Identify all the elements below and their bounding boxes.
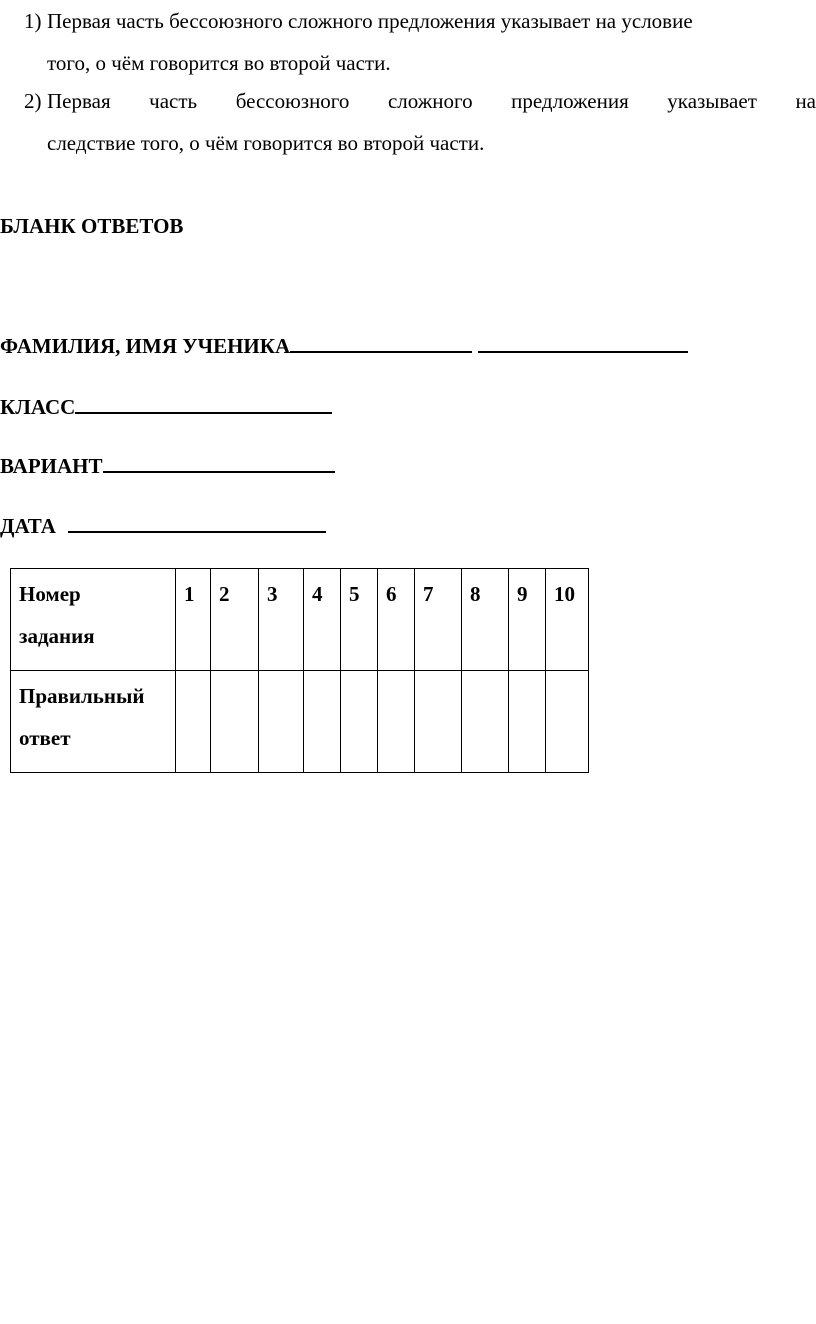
task-number-cell: 3 [259, 569, 304, 671]
task-number-header-line: Номер [19, 582, 81, 606]
answer-cell-2[interactable] [211, 671, 259, 773]
answer-cell-4[interactable] [304, 671, 341, 773]
variant-label: ВАРИАНТ [0, 454, 103, 478]
option-2 [24, 80, 816, 164]
class-label: КЛАСС [0, 395, 76, 419]
option-number: 2) [24, 89, 42, 113]
answer-cell-5[interactable] [341, 671, 378, 773]
option-text-line: того, о чём говорится во второй части. [47, 51, 391, 75]
option-text-line: Первая часть бессоюзного сложного предложения указывает на [47, 89, 816, 113]
date-row [0, 512, 326, 540]
answer-header-line: ответ [19, 726, 71, 750]
answers-table [10, 568, 589, 773]
answer-cell-6[interactable] [378, 671, 415, 773]
task-number-row [11, 569, 589, 671]
answer-cell-3[interactable] [259, 671, 304, 773]
answer-row [11, 671, 589, 773]
student-name-row [0, 332, 688, 360]
answer-cell-9[interactable] [509, 671, 546, 773]
answer-cell-10[interactable] [546, 671, 589, 773]
option-text-line: Первая часть бессоюзного сложного предложения указывает на условие [47, 9, 693, 33]
task-number-cell: 6 [378, 569, 415, 671]
answer-sheet-title: БЛАНК ОТВЕТОВ [0, 214, 184, 238]
task-number-cell: 5 [341, 569, 378, 671]
task-number-header [11, 569, 176, 671]
task-number-cell: 4 [304, 569, 341, 671]
date-blank[interactable] [68, 513, 326, 533]
answer-cell-8[interactable] [462, 671, 509, 773]
class-row [0, 393, 332, 421]
answer-cell-1[interactable] [176, 671, 211, 773]
task-number-cell: 2 [211, 569, 259, 671]
task-number-cell: 1 [176, 569, 211, 671]
student-name-label: ФАМИЛИЯ, ИМЯ УЧЕНИКА [0, 334, 291, 358]
answer-header-line: Правильный [19, 684, 145, 708]
variant-row [0, 452, 335, 480]
student-name-blank-1[interactable] [290, 333, 472, 353]
date-label: ДАТА [0, 514, 56, 538]
answer-cell-7[interactable] [415, 671, 462, 773]
task-number-cell: 9 [509, 569, 546, 671]
task-number-cell: 7 [415, 569, 462, 671]
task-number-header-line: задания [19, 624, 95, 648]
task-number-cell: 8 [462, 569, 509, 671]
option-text [47, 80, 816, 164]
task-number-cell: 10 [546, 569, 589, 671]
answer-header [11, 671, 176, 773]
option-text [47, 0, 816, 84]
option-number: 1) [24, 9, 42, 33]
student-name-blank-2[interactable] [478, 333, 688, 353]
class-blank[interactable] [75, 394, 332, 414]
option-1 [24, 0, 816, 84]
variant-blank[interactable] [103, 453, 335, 473]
option-text-line: следствие того, о чём говорится во второй части. [47, 131, 485, 155]
